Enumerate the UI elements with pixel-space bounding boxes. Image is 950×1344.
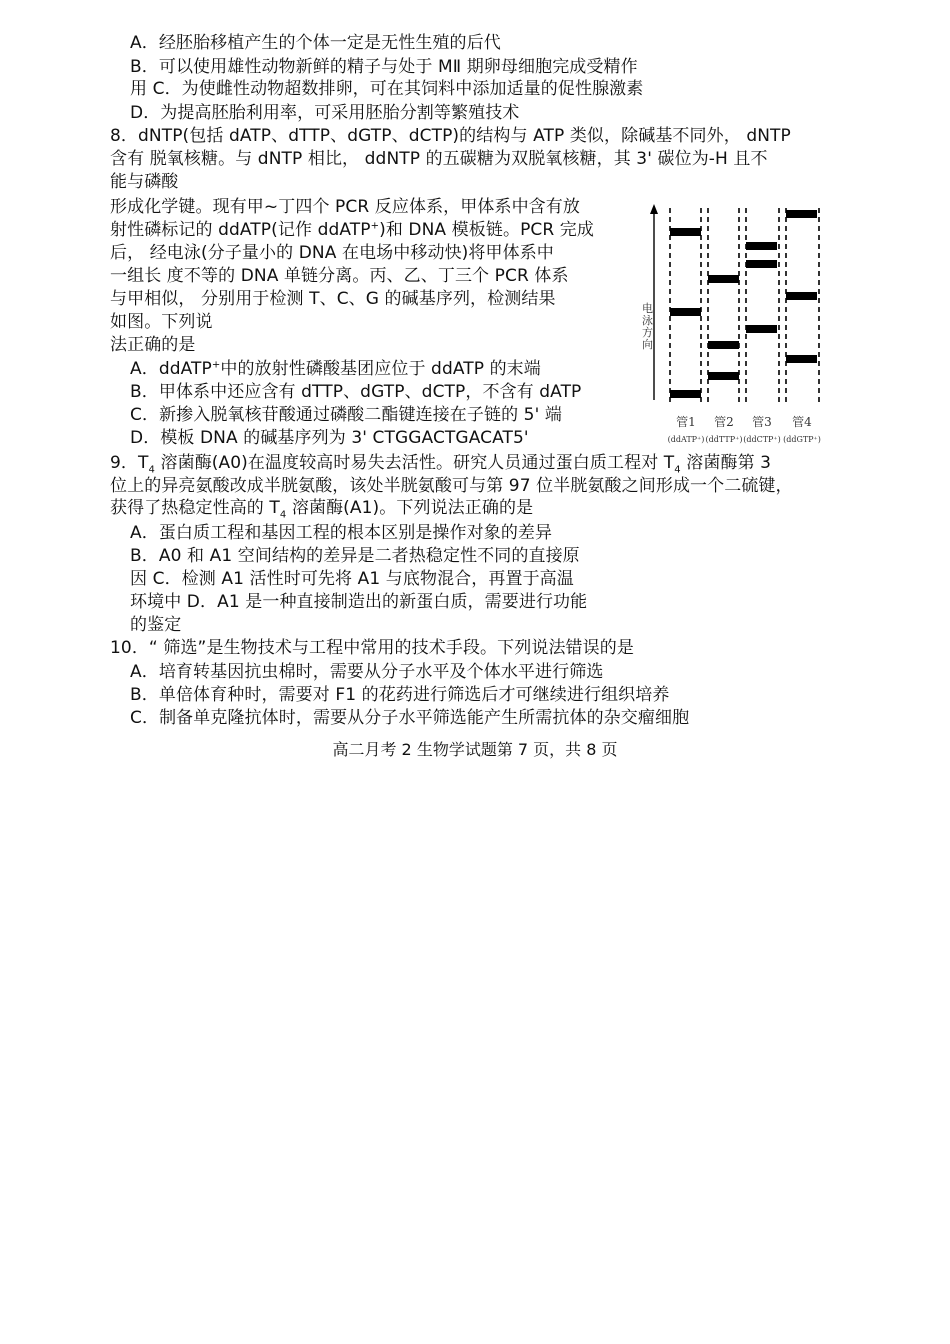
q9-option-a: A．蛋白质工程和基因工程的根本区别是操作对象的差异 — [130, 523, 553, 543]
q8-stem-line4: 形成化学键。现有甲~丁四个 PCR 反应体系，甲体系中含有放 — [110, 197, 580, 217]
q8-option-a: A．ddATP+中的放射性磷酸基团应位于 ddATP 的末端 — [130, 359, 541, 379]
q9-option-b-cont1: 因 C．检测 A1 活性时可先将 A1 与底物混合，再置于高温 — [130, 569, 574, 589]
q8-stem-line6: 后， 经电泳(分子量小的 DNA 在电场中移动快)将甲体系中 — [110, 243, 554, 263]
q8-stem-line3: 能与磷酸 — [110, 172, 179, 192]
gel-band — [746, 242, 777, 250]
direction-arrow-head — [650, 204, 658, 214]
gel-band — [670, 228, 701, 236]
gel-band — [786, 292, 817, 300]
q8-stem-line2: 含有 脱氧核糖。与 dNTP 相比， ddNTP 的五碳糖为双脱氧核糖，其 3' 碳位为-H 且不 — [110, 149, 768, 169]
tube-3-sublabel: (ddCTP⁺) — [743, 435, 781, 444]
q7-option-c: 用 C．为使雌性动物超数排卵，可在其饲料中添加适量的促性腺激素 — [130, 79, 644, 99]
page-footer: 高二月考 2 生物学试题第 7 页，共 8 页 — [332, 740, 618, 759]
gel-band — [708, 372, 739, 380]
gel-band — [670, 308, 701, 316]
gel-band — [708, 275, 739, 283]
q8-stem-line1: 8．dNTP(包括 dATP、dTTP、dGTP、dCTP)的结构与 ATP 类似，除碱基不同外， dNTP — [110, 126, 791, 146]
tube-4-sublabel: (ddGTP⁺) — [783, 435, 821, 444]
gel-band — [708, 341, 739, 349]
axis-label — [642, 301, 653, 351]
q8-option-c: C．新掺入脱氧核苷酸通过磷酸二酯键连接在子链的 5' 端 — [130, 405, 562, 425]
q7-option-a: A．经胚胎移植产生的个体一定是无性生殖的后代 — [130, 33, 501, 53]
gel-electrophoresis-figure — [640, 200, 840, 450]
tube-1-label: 管1 — [676, 415, 696, 429]
axis-label-char-2: 泳 — [642, 314, 653, 327]
q8-stem-line5: 射性磷标记的 ddATP(记作 ddATP+)和 DNA 模板链。PCR 完成 — [110, 220, 595, 240]
gel-band — [746, 260, 777, 268]
q8-stem-line10: 法正确的是 — [110, 335, 196, 355]
q10-option-c: C．制备单克隆抗体时，需要从分子水平筛选能产生所需抗体的杂交瘤细胞 — [130, 708, 690, 728]
q7-option-d: D．为提高胚胎利用率，可采用胚胎分割等繁殖技术 — [130, 103, 520, 123]
q8-option-b: B．甲体系中还应含有 dTTP、dGTP、dCTP，不含有 dATP — [130, 382, 582, 402]
gel-band — [786, 210, 817, 218]
tube-3-label: 管3 — [752, 415, 772, 429]
tube-2-label: 管2 — [714, 415, 734, 429]
q9-option-b-cont2: 环境中 D．A1 是一种直接制造出的新蛋白质，需要进行功能 — [130, 592, 588, 612]
q7-option-b: B．可以使用雄性动物新鲜的精子与处于 MⅡ 期卵母细胞完成受精作 — [130, 57, 638, 77]
q8-stem-line9: 如图。下列说 — [110, 312, 213, 332]
axis-label-char-4: 向 — [642, 338, 653, 351]
q9-stem-line3: 获得了热稳定性高的 $T_4$ 溶菌酶(A1)。下列说法正确的是 — [110, 498, 534, 521]
tube-1-sublabel: (ddATP⁺) — [667, 435, 705, 444]
q8-stem-line8: 与甲相似， 分别用于检测 T、C、G 的碱基序列，检测结果 — [110, 289, 556, 309]
q9-option-b-cont3: 的鉴定 — [130, 615, 182, 635]
axis-label-char-3: 方 — [642, 326, 653, 339]
q10-option-b: B．单倍体育种时，需要对 F1 的花药进行筛选后才可继续进行组织培养 — [130, 685, 670, 705]
gel-band — [786, 355, 817, 363]
q9-stem-line1: 9．$T_4$ 溶菌酶(A0)在温度较高时易失去活性。研究人员通过蛋白质工程对 $T_4$ 溶菌酶第 3 — [110, 453, 772, 476]
gel-band — [670, 390, 701, 398]
gel-band — [746, 325, 777, 333]
q9-stem-line2: 位上的异亮氨酸改成半胱氨酸，该处半胱氨酸可与第 97 位半胱氨酸之间形成一个二硫键， — [110, 476, 793, 496]
q8-option-d: D．模板 DNA 的碱基序列为 3' CTGGACTGACAT5' — [130, 428, 529, 448]
tube-2-sublabel: (ddTTP⁺) — [705, 435, 743, 444]
q8-stem-line7: 一组长 度不等的 DNA 单链分离。丙、乙、丁三个 PCR 体系 — [110, 266, 569, 286]
q9-option-b: B．A0 和 A1 空间结构的差异是二者热稳定性不同的直接原 — [130, 546, 580, 566]
q10-option-a: A．培育转基因抗虫棉时，需要从分子水平及个体水平进行筛选 — [130, 662, 604, 682]
axis-label-char-1: 电 — [642, 302, 653, 315]
q10-stem: 10．“ 筛选”是生物技术与工程中常用的技术手段。下列说法错误的是 — [110, 638, 634, 658]
tube-4-label: 管4 — [792, 415, 812, 429]
